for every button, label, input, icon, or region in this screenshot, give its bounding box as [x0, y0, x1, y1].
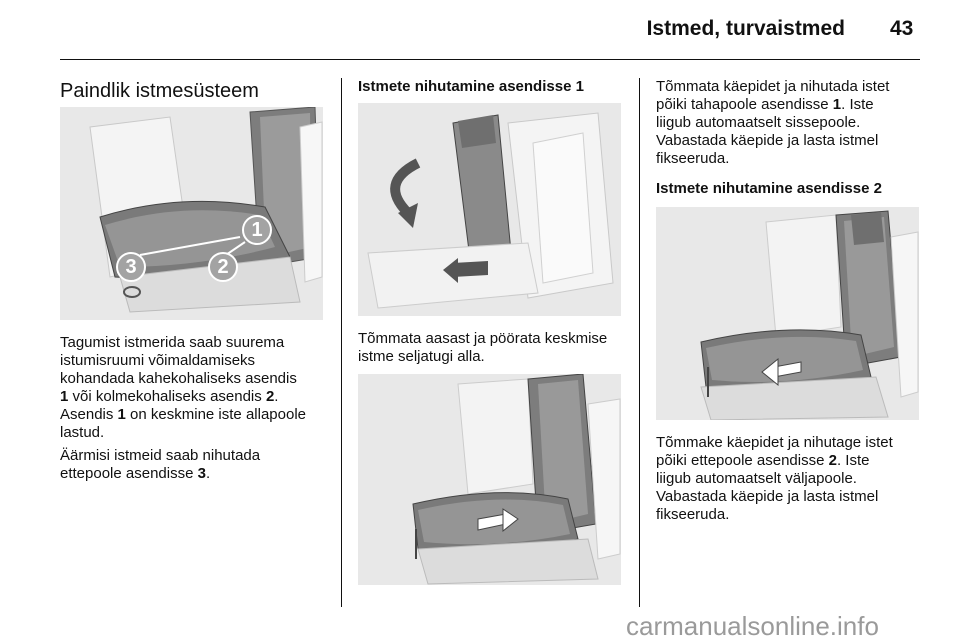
figure-seat-system [60, 107, 323, 320]
text-line: Tõmmake käepidet ja nihutage istet [656, 434, 893, 451]
text-line: Äärmisi istmeid saab nihutada [60, 447, 261, 464]
watermark: carmanualsonline.info [626, 611, 879, 641]
col2-paragraph-1 [358, 330, 636, 366]
figure-slide-seat-rearward [358, 374, 621, 585]
header-title: Istmed, turvaistmed [646, 17, 845, 40]
col3-paragraph-2 [656, 434, 931, 524]
bold-ref: 3 [197, 465, 206, 482]
callout-3-label: 3 [125, 256, 137, 278]
fold-backrest-illustration [358, 103, 621, 316]
col1-paragraph-2 [60, 447, 335, 483]
text-run: . Iste [841, 96, 874, 113]
text-line: fikseeruda. [656, 506, 730, 523]
bold-ref: 1 [60, 388, 69, 405]
text-run: Asendis [60, 406, 118, 423]
section-heading: Paindlik istmesüsteem [60, 80, 259, 102]
sub-heading-position-2: Istmete nihutamine asendisse 2 [656, 180, 882, 197]
callout-2-label: 2 [217, 256, 229, 278]
callout-3 [116, 252, 146, 282]
text-run: . Iste [836, 452, 870, 469]
callout-2 [208, 252, 238, 282]
text-line: liigub automaatselt sissepoole. [656, 114, 861, 131]
slide-seat-rearward-illustration [358, 374, 621, 585]
bold-ref: 2 [828, 452, 837, 469]
text-run: põiki tahapoole asendisse [656, 96, 833, 113]
text-line: liigub automaatselt väljapoole. [656, 470, 857, 487]
text-line: kohandada kahekohaliseks asendis [60, 370, 297, 387]
seat-system-illustration [60, 107, 323, 320]
sub-heading-position-1: Istmete nihutamine asendisse 1 [358, 78, 584, 95]
text-line: Tõmmata aasast ja pöörata keskmise [358, 330, 608, 347]
col1-paragraph-1 [60, 334, 335, 442]
text-line: Tõmmata käepidet ja nihutada istet [656, 78, 890, 95]
text-run: ettepoole asendisse [60, 465, 198, 482]
figure-slide-seat-forward [656, 207, 919, 420]
text-run: . [205, 465, 211, 482]
bold-ref: 1 [832, 96, 842, 113]
header-rule [60, 59, 920, 60]
callout-1 [242, 215, 272, 245]
column-divider-2 [639, 78, 640, 607]
text-line: istumisruumi võimaldamiseks [60, 352, 256, 369]
slide-seat-forward-illustration [656, 207, 919, 420]
column-divider-1 [341, 78, 342, 607]
text-run: või kolmekohaliseks asendis [68, 388, 266, 405]
text-line: istme seljatugi alla. [358, 348, 485, 365]
bold-ref: 2 [265, 388, 275, 405]
text-line: lastud. [60, 424, 105, 441]
text-line: Vabastada käepide ja lasta istmel [656, 488, 879, 505]
text-run: . [274, 388, 279, 405]
text-run: põiki ettepoole asendisse [656, 452, 829, 469]
figure-fold-backrest [358, 103, 621, 316]
text-line: fikseeruda. [656, 150, 730, 167]
text-line: Vabastada käepide ja lasta istmel [656, 132, 879, 149]
page-number: 43 [890, 17, 914, 40]
text-line: Tagumist istmerida saab suurema [60, 334, 285, 351]
text-run: on keskmine iste allapoole [125, 406, 306, 423]
col3-paragraph-1 [656, 78, 931, 168]
bold-ref: 1 [117, 406, 126, 423]
callout-1-label: 1 [251, 219, 263, 241]
